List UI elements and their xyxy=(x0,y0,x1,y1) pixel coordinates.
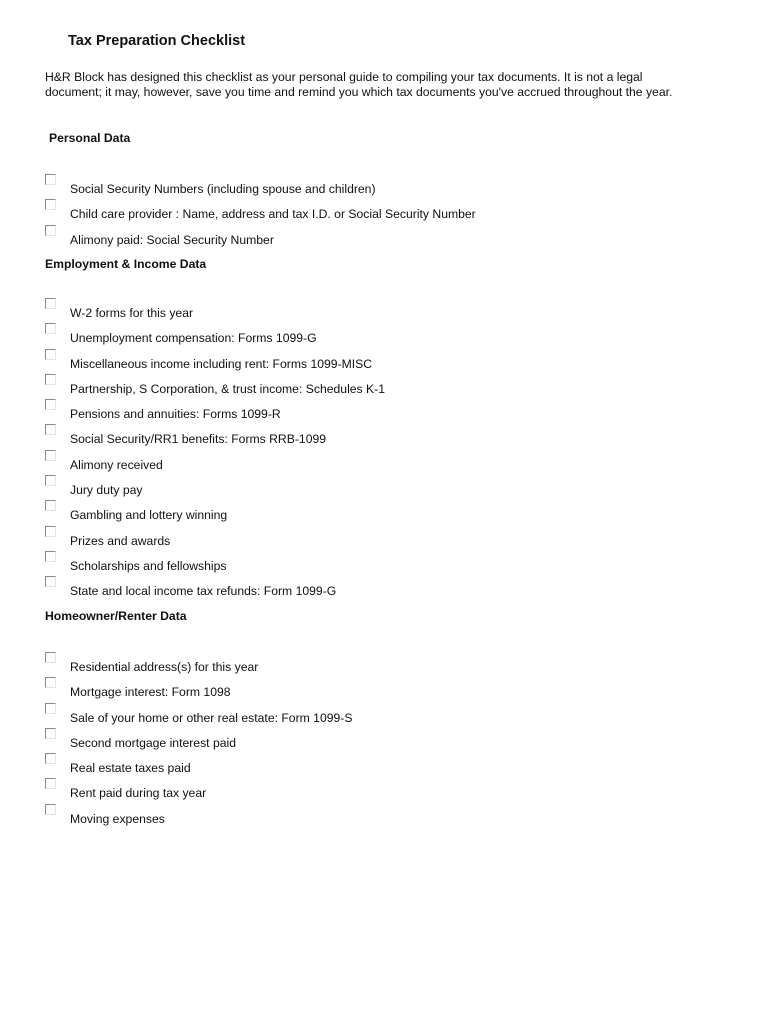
checklist-item xyxy=(0,457,768,485)
checkbox[interactable] xyxy=(45,475,56,486)
checklist-item xyxy=(0,533,768,561)
section-heading: Employment & Income Data xyxy=(45,257,207,271)
checklist-item-label: Mortgage interest: Form 1098 xyxy=(70,685,231,700)
checkbox[interactable] xyxy=(45,576,56,587)
checklist-item xyxy=(0,662,768,687)
checklist-item-label: State and local income tax refunds: Form 1099-G xyxy=(70,584,337,599)
checklist-item-label: Gambling and lottery winning xyxy=(70,508,228,523)
checkbox[interactable] xyxy=(45,298,56,309)
checklist-item-label: Prizes and awards xyxy=(70,533,171,548)
checklist-item-label: Alimony paid: Social Security Number xyxy=(70,232,274,247)
checklist-item-label: Partnership, S Corporation, & trust income: Schedules K-1 xyxy=(70,381,385,396)
checkbox[interactable] xyxy=(45,728,56,739)
intro-paragraph: H&R Block has designed this checklist as your personal guide to compiling your tax documents. It is not a legal document; it may, however, save you time and remind you which tax documents you've accrued throughout the year. xyxy=(45,70,673,99)
checklist-item xyxy=(0,788,768,813)
checklist-item xyxy=(0,586,768,611)
section-heading: Personal Data xyxy=(49,131,131,145)
checklist-item xyxy=(0,409,768,434)
checkbox[interactable] xyxy=(45,374,56,385)
checkbox[interactable] xyxy=(45,349,56,360)
checkbox[interactable] xyxy=(45,199,56,210)
checklist xyxy=(0,308,768,612)
checklist-item xyxy=(0,735,768,763)
checklist-item-label: Residential address(s) for this year xyxy=(70,660,259,674)
checkbox[interactable] xyxy=(45,399,56,410)
checkbox[interactable] xyxy=(45,424,56,435)
checklist-item-label: Moving expenses xyxy=(70,811,165,826)
checklist-item-label: Pensions and annuities: Forms 1099-R xyxy=(70,407,281,422)
checkbox[interactable] xyxy=(45,677,56,688)
checkbox[interactable] xyxy=(45,778,56,789)
checklist-item-label: Social Security Numbers (including spouse and children) xyxy=(70,182,376,196)
checklist-item xyxy=(0,434,768,459)
checklist xyxy=(0,662,768,839)
checkbox[interactable] xyxy=(45,174,56,185)
document-title: Tax Preparation Checklist xyxy=(68,33,246,49)
section-heading: Homeowner/Renter Data xyxy=(45,609,187,623)
checklist-item xyxy=(0,333,768,358)
checkbox[interactable] xyxy=(45,804,56,815)
checklist-item-label: Alimony received xyxy=(70,457,163,472)
checkbox[interactable] xyxy=(45,526,56,537)
checkbox[interactable] xyxy=(45,703,56,714)
checklist-item-label: Real estate taxes paid xyxy=(70,761,191,776)
checklist-item-label: Rent paid during tax year xyxy=(70,786,207,801)
checklist-item-label: Jury duty pay xyxy=(70,483,143,498)
checklist-item xyxy=(0,558,768,586)
checklist-item-label: Miscellaneous income including rent: Forms 1099-MISC xyxy=(70,356,373,371)
checkbox[interactable] xyxy=(45,551,56,562)
checklist xyxy=(0,184,768,260)
checklist-item xyxy=(0,687,768,712)
checkbox[interactable] xyxy=(45,753,56,764)
checklist-item-label: W-2 forms for this year xyxy=(70,306,194,320)
checklist-item xyxy=(0,356,768,384)
checklist-item-label: Child care provider : Name, address and tax I.D. or Social Security Number xyxy=(70,207,476,222)
checkbox[interactable] xyxy=(45,323,56,334)
checklist-item-label: Unemployment compensation: Forms 1099-G xyxy=(70,331,317,346)
checklist-item xyxy=(0,209,768,234)
checklist-item-label: Second mortgage interest paid xyxy=(70,735,236,750)
checklist-item xyxy=(0,811,768,839)
checkbox[interactable] xyxy=(45,500,56,511)
checklist-item xyxy=(0,381,768,409)
checkbox[interactable] xyxy=(45,225,56,236)
checklist-item xyxy=(0,308,768,333)
checklist-item-label: Scholarships and fellowships xyxy=(70,558,227,573)
checklist-item xyxy=(0,710,768,738)
checklist-item xyxy=(0,184,768,209)
checklist-item xyxy=(0,763,768,788)
checkbox[interactable] xyxy=(45,450,56,461)
checklist-item xyxy=(0,510,768,535)
checkbox[interactable] xyxy=(45,652,56,663)
checklist-item-label: Sale of your home or other real estate: Form 1099-S xyxy=(70,710,353,725)
checklist-item-label: Social Security/RR1 benefits: Forms RRB-1099 xyxy=(70,432,327,447)
checklist-item xyxy=(0,485,768,510)
